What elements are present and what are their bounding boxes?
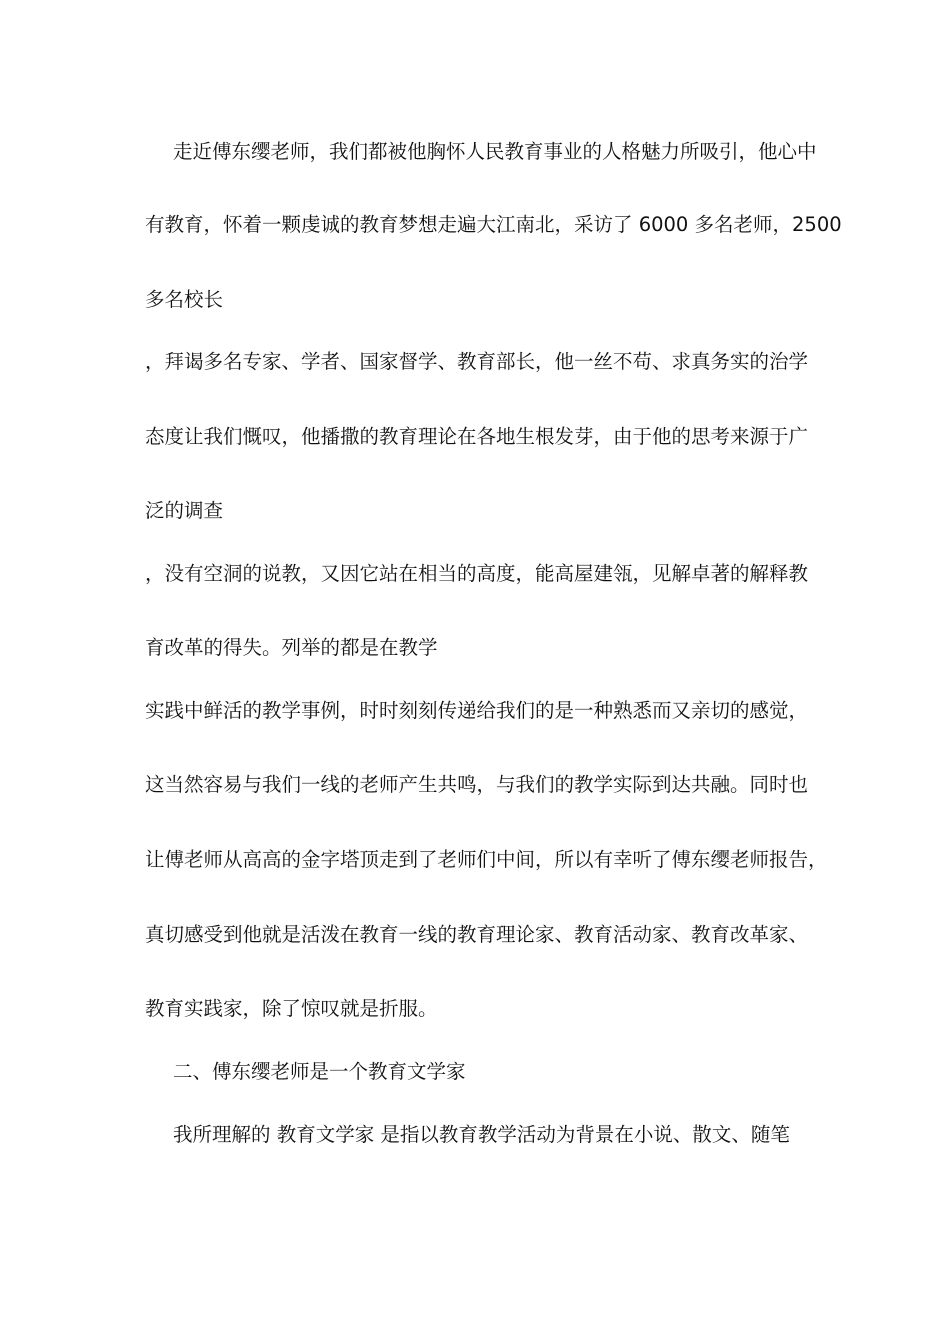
paragraph-line-7: ，没有空洞的说教，又因它站在相当的高度，能高屋建瓴，见解卓著的解释教 bbox=[145, 562, 809, 585]
paragraph-line-5: 态度让我们慨叹，他播撒的教育理论在各地生根发芽，由于他的思考来源于广 bbox=[145, 425, 809, 448]
paragraph-line-3: 多名校长 bbox=[145, 288, 224, 311]
paragraph-line-1: 走近傅东缨老师，我们都被他胸怀人民教育事业的人格魅力所吸引，他心中 bbox=[173, 140, 817, 163]
section-heading: 二、傅东缨老师是一个教育文学家 bbox=[173, 1060, 466, 1083]
paragraph-line-9: 实践中鲜活的教学事例，时时刻刻传递给我们的是一种熟悉而又亲切的感觉， bbox=[145, 699, 809, 722]
paragraph-line-15: 我所理解的 教育文学家 是指以教育教学活动为背景在小说、散文、随笔 bbox=[173, 1123, 790, 1146]
paragraph-line-10: 这当然容易与我们一线的老师产生共鸣，与我们的教学实际到达共融。同时也 bbox=[145, 773, 809, 796]
paragraph-line-6: 泛的调查 bbox=[145, 499, 224, 522]
paragraph-line-11: 让傅老师从高高的金字塔顶走到了老师们中间，所以有幸听了傅东缨老师报告， bbox=[145, 848, 828, 871]
paragraph-line-4: ，拜谒多名专家、学者、国家督学、教育部长，他一丝不苟、求真务实的治学 bbox=[145, 350, 809, 373]
paragraph-line-12: 真切感受到他就是活泼在教育一线的教育理论家、教育活动家、教育改革家、 bbox=[145, 923, 809, 946]
paragraph-line-2: 有教育，怀着一颗虔诚的教育梦想走遍大江南北，采访了 6000 多名老师，2500 bbox=[145, 213, 842, 236]
paragraph-line-13: 教育实践家，除了惊叹就是折服。 bbox=[145, 997, 438, 1020]
paragraph-line-8: 育改革的得失。列举的都是在教学 bbox=[145, 636, 438, 659]
